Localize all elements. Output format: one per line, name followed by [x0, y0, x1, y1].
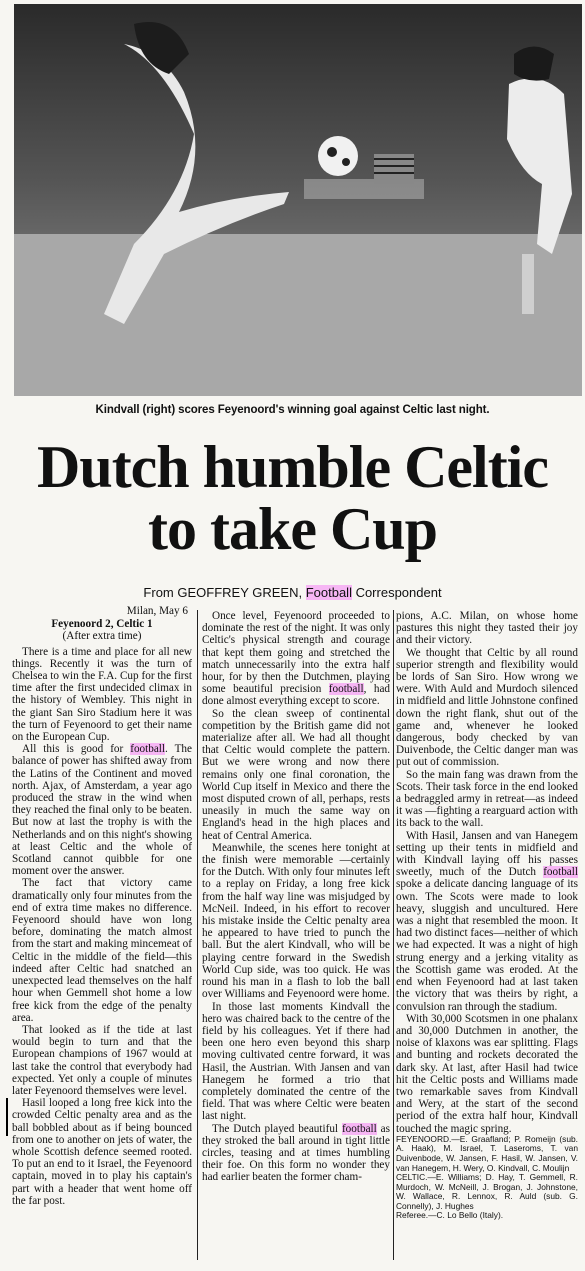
- paragraph: So the main fang was drawn from the Scots. Their task force in the end looked a bedraggled army in retreat—as indeed it was —fighting a rearguard action with its back to the wall.: [396, 768, 578, 830]
- paragraph: The fact that victory came dramatically only four minutes from the end of extra time makes no difference. Feyenoord should have won long before, dominating the match almost from the start and making mincemeat of Celtic in the middle of the field—this indeed after Celtic had snatched an unexpected lead themselves on the half hour when Gemmell shot home a low free kick from the edge of the penalty area.: [12, 877, 192, 1024]
- headline-line-2: to take Cup: [147, 496, 438, 562]
- extra-time-note: (After extra time): [62, 630, 142, 643]
- column-rule: [393, 610, 394, 1260]
- photo-caption: Kindvall (right) scores Feyenoord's winning goal against Celtic last night.: [95, 404, 490, 416]
- celtic-lineup: CELTIC.—E. Williams; D. Hay, T. Gemmell, R. Murdoch, W. McNeill, J. Brogan, J. Johnstone, W. Wallace, R. Lennox, R. Auld (sub. G. Connelly), J. Hughes: [396, 1172, 578, 1211]
- byline-highlight: Football: [305, 585, 352, 600]
- paragraph: Hasil looped a long free kick into the crowded Celtic penalty area and as the ball bobbled about as if being bounced from one to another on jets of water, the whole Scottish defence seemed rooted. To put an end to it Israel, the Feyenoord captain, moved in to play his captain's part with a header that went home off the far post.: [12, 1097, 192, 1207]
- paragraph: We thought that Celtic by all round superior strength and flexibility would be lords of San Siro. How wrong we were. With Auld and Murdoch silenced in midfield and little Johnstone confined down the right flank, shut out of the game and, whenever he looked dangerous, body checked by van Duivenbode, the Celtic danger man was put out of commission.: [396, 646, 578, 769]
- column-rule: [197, 610, 198, 1260]
- photo-image: [14, 4, 582, 396]
- match-photo: [14, 4, 582, 396]
- byline-prefix: From GEOFFREY GREEN,: [143, 585, 306, 600]
- headline-line-1: Dutch humble Celtic: [37, 434, 548, 500]
- referee-line: Referee.—C. Lo Bello (Italy).: [396, 1210, 504, 1221]
- column-2: [202, 610, 390, 1184]
- column-3: [396, 610, 578, 1221]
- paragraph: The Dutch played beautiful football as they stroked the ball around in tight little circles, teasing and at times humbling their foe. On this form no wonder they had earlier beaten the former cham-: [202, 1122, 390, 1184]
- paragraph: There is a time and place for all new things. Recently it was the turn of Chelsea to win the F.A. Cup for the first time after the first undecided climax in the history of Wembley. This night in the giant San Siro Stadium here it was the turn of Feyenoord to get their name on the European Cup.: [12, 645, 192, 744]
- headline: [0, 436, 585, 560]
- feyenoord-lineup: FEYENOORD.—E. Graafland; P. Romeijn (sub. A. Haak), M. Israel, T. Laseroms, T. van Duivenbode, W. Jansen, F. Hasil, W. Jansen, V. van Hanegem, H. Wery, O. Kindvall, C. Moulijn: [396, 1133, 578, 1173]
- byline-suffix: Correspondent: [351, 585, 442, 600]
- dateline: Milan, May 6: [126, 605, 188, 617]
- paragraph: So the clean sweep of continental competition by the British game did not materialize after all. We had all thought that Celtic would complete the pattern. But we were wrong and now there remains only one final coronation, the World Cup itself in Mexico and there the most disputed crown of all, perhaps, rests uneasily in much the same way on England's head in the high places and heat of Central America.: [202, 707, 390, 842]
- column-1: [12, 605, 192, 1207]
- paragraph: With Hasil, Jansen and van Hanegem setting up their tents in midfield and with Kindvall laying off his passes sweetly, much of the Dutch football spoke a delicate dancing language of its own. The Scots were made to look heavy, sluggish and uncultured. Here was a night that resembled the moon. It had two distinct faces—neither of which we had expected. It was a night of high strung energy and a jerking vitality as the Scottish game was eroded. At the end when Feyenoord had at last taken the victory that was theirs by right, a convulsion ran through the stadium.: [396, 829, 578, 1013]
- paragraph: That looked as if the tide at last would begin to turn and that the European champions of 1967 would at last take the control that everybody had expected. Yet only a couple of minutes later Feyenoord themselves were level.: [12, 1023, 192, 1097]
- paragraph: With 30,000 Scotsmen in one phalanx and 30,000 Dutchmen in another, the noise of klaxons was ear splitting. Flags and bunting and rockets decorated the dark sky. At last, after Hasil had twice hit the Celtic posts and Williams made two remarkable saves from Kindvall and Wery, at the start of the second period of the extra half hour, Kindvall touched the magic spring.: [396, 1012, 578, 1135]
- paragraph: Meanwhile, the scenes here tonight at the finish were memorable —certainly for the Dutch. With only four minutes left to a replay on Friday, a long free kick from the half way line was misjudged by McNeil. Indeed, in his effort to recover his mistake inside the Celtic penalty area he appeared to have tried to punch the ball. But the alert Kindvall, who will be playing centre forward in the Swedish World Cup side, was too quick. He was round his man in a flash to lob the ball over Williams and Feyenoord were home.: [202, 841, 390, 1001]
- byline: [0, 585, 585, 600]
- paragraph: In those last moments Kindvall the hero was chaired back to the centre of the field by his colleagues. Yet if there had been one hero even beyond this sharp moving cultivated centre forward, it was Hasil, the Austrian. With Jansen and van Hanegem he formed a trio that completely dominated the centre of the field. That was where Celtic were beaten last night.: [202, 1000, 390, 1123]
- paragraph: pions, A.C. Milan, on whose home pastures this night they tasted their joy and their victory.: [396, 610, 578, 647]
- highlight-football: football: [543, 866, 578, 879]
- paragraph: All this is good for football. The balance of power has shifted away from the Latins of the Continent and moved north. Ajax, of Amsterdam, a year ago produced the straw in the wind when they reached the final only to be beaten. But now at last the trophy is with the Netherlands and on this night's showing at least Celtic and the whole of Scotland cannot quibble for one moment over the answer.: [12, 743, 192, 878]
- paragraph: Once level, Feyenoord proceeded to dominate the rest of the night. It was only Celtic's physical strength and courage that kept them going and stretched the match unnecessarily into the extra half hour, for by then the Dutchmen, playing some beautiful precision football, had done almost everything except to score.: [202, 610, 391, 708]
- highlight-football: football: [341, 1122, 377, 1135]
- highlight-football: football: [130, 743, 166, 756]
- score-line: Feyenoord 2, Celtic 1: [51, 618, 153, 631]
- team-lineups: [396, 1135, 578, 1221]
- margin-mark: [6, 1098, 8, 1136]
- highlight-football: football: [328, 683, 364, 696]
